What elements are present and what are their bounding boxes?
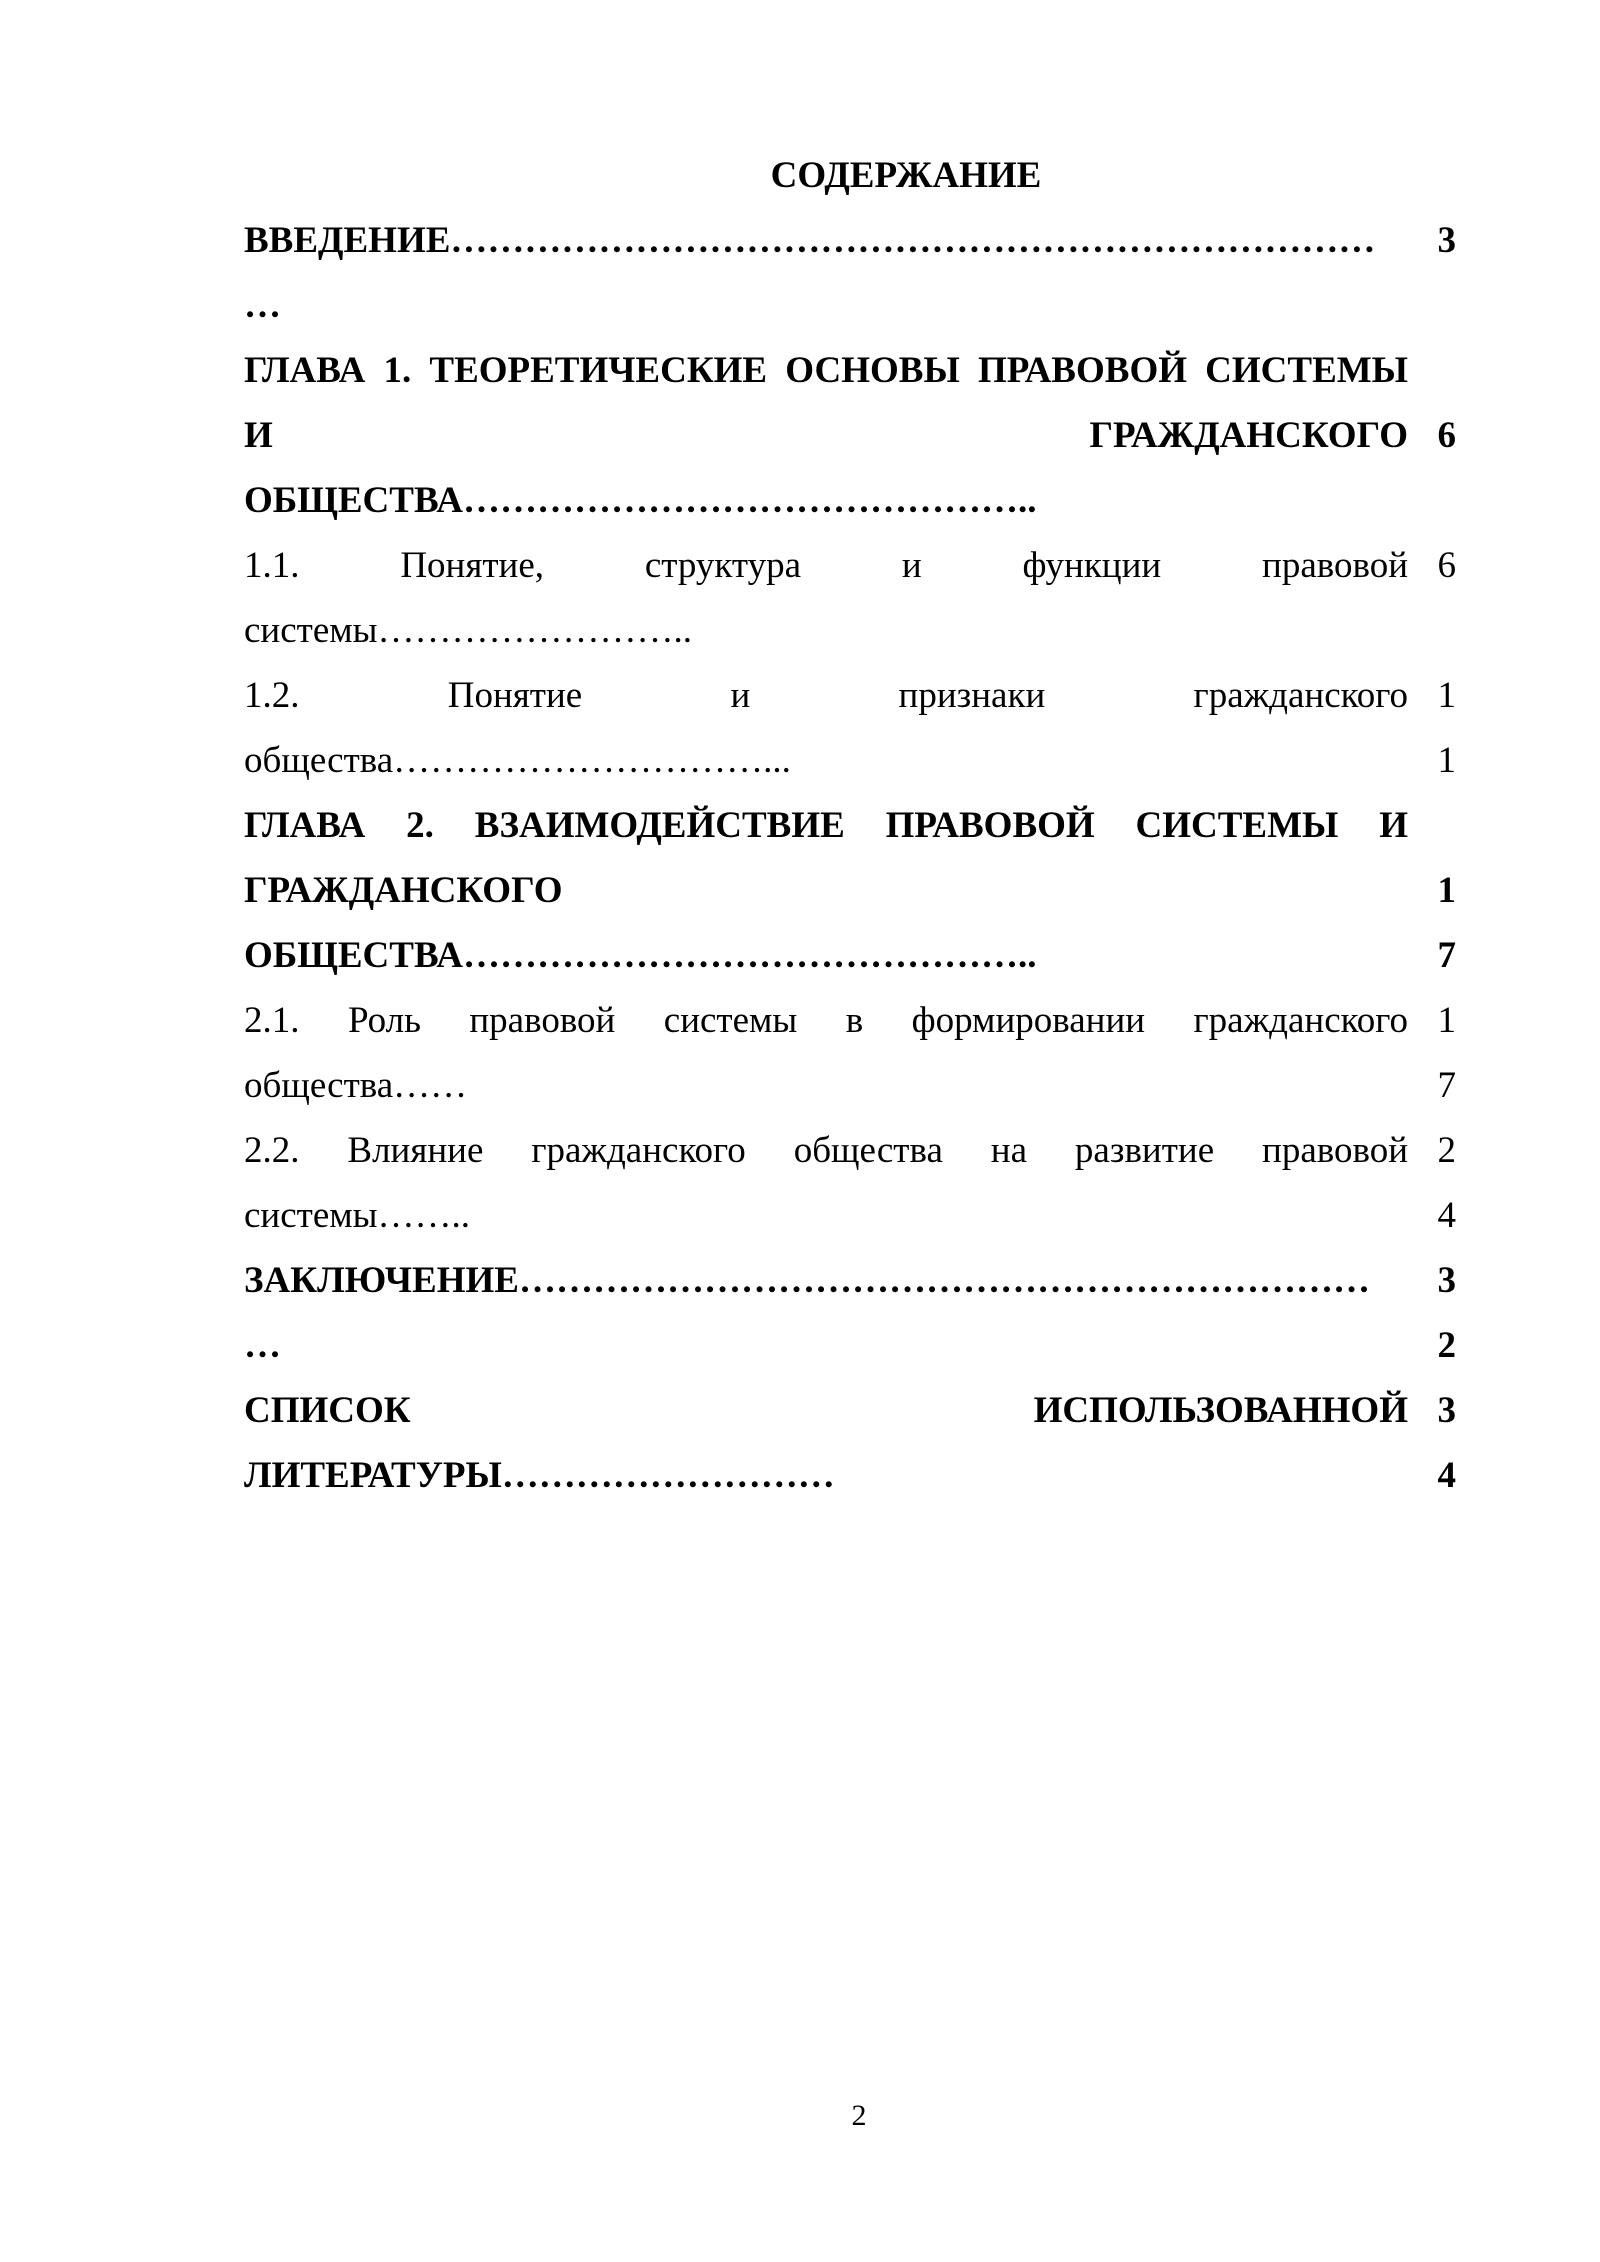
- toc-page-line: [1408, 793, 1456, 858]
- toc-entry-section-2-2[interactable]: [244, 1118, 1456, 1248]
- toc-entry-chapter-2[interactable]: [244, 793, 1456, 988]
- toc-entry-line: ГРАЖДАНСКОГО: [244, 870, 563, 911]
- toc-entry-line: …: [244, 285, 281, 326]
- toc-entry-text: [244, 208, 1408, 338]
- toc-page-line: 4: [1437, 1195, 1456, 1236]
- toc-entry-page: [1408, 1378, 1456, 1508]
- toc-entry-page: [1408, 338, 1456, 533]
- toc-page-line: 1: [1437, 675, 1456, 716]
- toc-entry-line: системы……..: [244, 1195, 471, 1236]
- toc-entry-line: общества…………………………...: [244, 740, 791, 781]
- toc-title: СОДЕРЖАНИЕ: [770, 155, 1042, 196]
- toc-entry-line: ЛИТЕРАТУРЫ………………………: [244, 1455, 835, 1496]
- toc-entry-chapter-1[interactable]: [244, 338, 1456, 533]
- toc-entry-text: [244, 663, 1408, 793]
- toc-entry-line: ОБЩЕСТВА………………………………………..: [244, 935, 1037, 976]
- toc-page-line: 3: [1437, 1390, 1456, 1431]
- toc-entry-line: 2.1. Роль правовой системы в формировании гражданского: [244, 1000, 1408, 1041]
- toc-entry-line: И ГРАЖДАНСКОГО: [244, 415, 1408, 456]
- toc-page-line: [1408, 273, 1456, 338]
- toc-entry-line: ВВЕДЕНИЕ…………………………………………………………………: [244, 220, 1376, 261]
- toc-entry-line: ЗАКЛЮЧЕНИЕ……………………………………………………………: [244, 1260, 1370, 1301]
- toc-entry-line: ОБЩЕСТВА………………………………………..: [244, 480, 1037, 521]
- toc-entry-conclusion[interactable]: [244, 1248, 1456, 1378]
- toc-entry-text: [244, 1118, 1408, 1248]
- toc-entry-text: [244, 1378, 1408, 1508]
- toc-entry-line: СПИСОК ИСПОЛЬЗОВАННОЙ: [244, 1390, 1408, 1431]
- toc-entry-text: [244, 338, 1408, 533]
- toc-entry-line: ГЛАВА 1. ТЕОРЕТИЧЕСКИЕ ОСНОВЫ ПРАВОВОЙ СИСТЕМЫ: [244, 350, 1408, 391]
- toc-page-line: 2: [1437, 1325, 1456, 1366]
- toc-entry-section-1-2[interactable]: [244, 663, 1456, 793]
- toc-page-line: 1: [1437, 740, 1456, 781]
- toc-entry-line: ГЛАВА 2. ВЗАИМОДЕЙСТВИЕ ПРАВОВОЙ СИСТЕМЫ И: [244, 805, 1408, 846]
- toc-entry-line: общества……: [244, 1065, 468, 1106]
- toc-page-line: 6: [1437, 415, 1456, 456]
- toc-page-line: [1408, 468, 1456, 533]
- toc-entry-page: [1408, 1248, 1456, 1378]
- toc-page-line: 7: [1437, 935, 1456, 976]
- page-number: 2: [851, 2099, 867, 2132]
- toc-entry-bibliography[interactable]: [244, 1378, 1456, 1508]
- toc-page-line: 3: [1437, 1260, 1456, 1301]
- toc-page-line: 6: [1437, 545, 1456, 586]
- toc-entry-text: [244, 988, 1408, 1118]
- toc-entry-line: 1.2. Понятие и признаки гражданского: [244, 675, 1408, 716]
- toc-page-line: 2: [1437, 1130, 1456, 1171]
- toc-entry-section-1-1[interactable]: [244, 533, 1456, 663]
- toc-page-line: 7: [1437, 1065, 1456, 1106]
- toc-entry-text: [244, 793, 1408, 988]
- toc-page-line: [1408, 338, 1456, 403]
- toc-entry-page: [1408, 793, 1456, 988]
- toc-entry-section-2-1[interactable]: [244, 988, 1456, 1118]
- toc-page-line: 1: [1437, 870, 1456, 911]
- toc-page-line: 3: [1437, 220, 1456, 261]
- toc-entry-text: [244, 1248, 1408, 1378]
- toc-entry-line: 2.2. Влияние гражданского общества на развитие правовой: [244, 1130, 1408, 1171]
- toc-entry-page: [1408, 208, 1456, 338]
- table-of-contents: [244, 208, 1456, 1508]
- toc-entry-page: [1408, 988, 1456, 1118]
- toc-entry-line: …: [244, 1325, 281, 1366]
- toc-page-line: 1: [1437, 1000, 1456, 1041]
- toc-page-line: 4: [1437, 1455, 1456, 1496]
- toc-entry-introduction[interactable]: [244, 208, 1456, 338]
- toc-entry-text: [244, 533, 1408, 663]
- toc-entry-page: [1408, 663, 1456, 793]
- toc-entry-line: системы……………………..: [244, 610, 693, 651]
- toc-entry-line: 1.1. Понятие, структура и функции правовой: [244, 545, 1408, 586]
- toc-page-line: [1408, 598, 1456, 663]
- toc-entry-page: [1408, 533, 1456, 663]
- toc-entry-page: [1408, 1118, 1456, 1248]
